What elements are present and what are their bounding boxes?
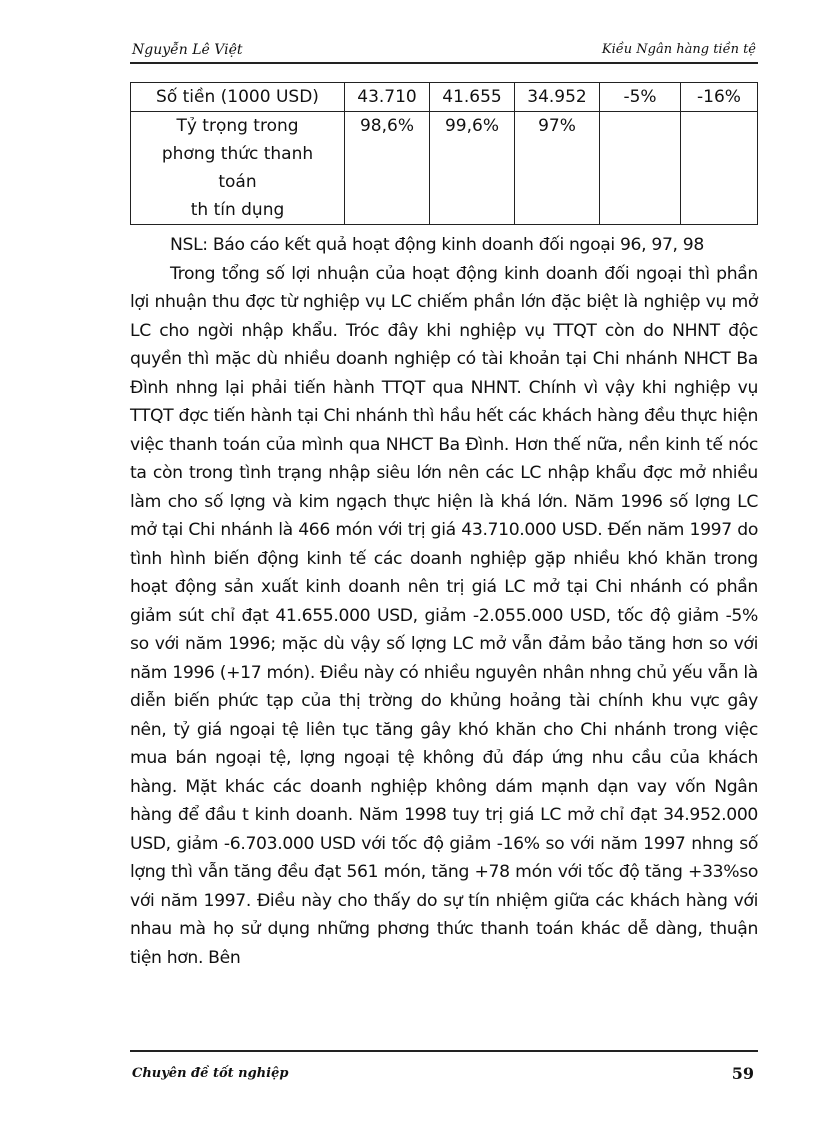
paragraph-line: so với năm 1997 nhng số lợng thì vẫn tăng đều đạt 561 món, tăng — [130, 833, 758, 882]
paragraph-line: do sự tín nhiệm giữa các khách hàng với nhau mà họ sử dụng — [130, 890, 758, 939]
table-cell: 34.952 — [515, 83, 600, 112]
paragraph — [130, 260, 758, 973]
paragraph-line: phức tạp của thị trờng do khủng hoảng tài chính khu vực gây nên, — [130, 691, 758, 740]
table-cell-label — [131, 112, 345, 225]
paragraph-line: -2.055.000 USD, tốc độ giảm -5% so với năm 1996; mặc dù vậy số — [130, 605, 758, 654]
label-line: toán — [218, 172, 257, 192]
data-table — [130, 82, 758, 225]
paragraph-line: những phơng thức thanh toán khác dễ dàng, thuận tiện hơn. Bên — [130, 919, 758, 968]
paragraph-line: NHNT. Chính vì vậy khi nghiệp vụ TTQT đợc tiến hành tại Chi nhánh — [130, 377, 758, 426]
table-cell: 98,6% — [345, 112, 430, 225]
table-cell: -5% — [600, 83, 681, 112]
header-school: Kiều Ngân hàng tiền tệ — [601, 42, 756, 57]
table-cell — [600, 112, 681, 225]
paragraph-line: thì hầu hết các khách hàng đều thực hiện việc thanh toán của mình — [130, 406, 759, 455]
body-text — [130, 231, 758, 972]
paragraph-line: mở chỉ đạt 34.952.000 USD, giảm -6.703.000 USD với tốc độ giảm -16% — [130, 805, 758, 854]
paragraph-line: khoản tại Chi nhánh NHCT Ba Đình nhng lại phải tiến hành TTQT qua — [130, 349, 758, 398]
label-line: phơng thức thanh — [161, 144, 314, 164]
table-cell: 97% — [515, 112, 600, 225]
label-line: Tỷ trọng trong — [176, 116, 299, 136]
page-number: 59 — [731, 1064, 754, 1083]
paragraph-line: Trong tổng số lợi nhuận của hoạt động kinh doanh đối ngoại thì — [170, 263, 710, 284]
header-author: Nguyễn Lê Việt — [132, 42, 243, 58]
paragraph-line: còn do NHNT độc quyền thì mặc dù nhiều doanh nghiệp có tài — [130, 320, 758, 369]
page-footer — [130, 1050, 758, 1092]
paragraph-line: Chi nhánh có phần giảm sút chỉ đạt 41.655.000 USD, giảm — [130, 577, 758, 626]
paragraph-line: lợng LC mở vẫn đảm bảo tăng hơn so với năm 1996 (+17 món). — [130, 634, 758, 683]
paragraph-line: vay vốn Ngân hàng để đầu t kinh doanh. Năm 1998 tuy trị giá LC — [130, 776, 758, 825]
table-cell: Số tiền (1000 USD) — [131, 83, 345, 112]
paragraph-line: mở tại Chi nhánh là 466 món với trị giá 43.710.000 USD. Đến năm — [130, 520, 685, 540]
paragraph-line: mua bán ngoại tệ, lợng ngoại tệ không đủ đáp ứng nhu cầu của — [130, 748, 700, 768]
paragraph-line: khó khăn trong hoạt động sản xuất kinh doanh nên trị giá LC mở tại — [130, 548, 758, 597]
table-cell: 41.655 — [430, 83, 515, 112]
paragraph-line: 1997 do tình hình biến động kinh tế các doanh nghiệp gặp nhiều — [130, 520, 758, 569]
paragraph-line: khách hàng. Mặt khác các doanh nghiệp không dám mạnh dạn — [130, 748, 758, 797]
paragraph-line: trạng nhập siêu lớn nên các LC nhập khẩu đợc mở nhiều làm cho — [130, 463, 758, 512]
source-note: NSL: Báo cáo kết quả hoạt động kinh doanh đối ngoại 96, 97, 98 — [170, 235, 704, 255]
table-cell: -16% — [681, 83, 758, 112]
page-header — [130, 34, 758, 64]
paragraph-line: Điều này có nhiều nguyên nhân nhng chủ yếu vẫn là diễn biến — [130, 662, 758, 711]
paragraph-line: qua NHCT Ba Đình. Hơn thế nữa, nền kinh tế nóc ta còn trong tình — [130, 434, 758, 483]
paragraph-line: +78 món với tốc độ tăng +33%so với năm 1997. Điều này cho thấy — [130, 862, 758, 911]
footer-title: Chuyên đề tốt nghiệp — [132, 1066, 289, 1081]
table-cell: 43.710 — [345, 83, 430, 112]
label-line: th tín dụng — [190, 200, 285, 220]
table-cell — [681, 112, 758, 225]
table-cell: 99,6% — [430, 112, 515, 225]
table-row — [131, 112, 758, 225]
paragraph-line: nghiệp vụ mở LC cho ngời nhập khẩu. Tróc đây khi nghiệp vụ TTQT — [130, 292, 759, 341]
paragraph-line: phần lợi nhuận thu đợc từ nghiệp vụ LC chiếm phần lớn đặc biệt là — [130, 263, 758, 312]
paragraph-line: số lợng và kim ngạch thực hiện là khá lớn. Năm 1996 số lợng LC — [204, 491, 758, 512]
table-row — [131, 83, 758, 112]
paragraph-line: tỷ giá ngoại tệ liên tục tăng gây khó khăn cho Chi nhánh trong việc — [173, 719, 758, 740]
